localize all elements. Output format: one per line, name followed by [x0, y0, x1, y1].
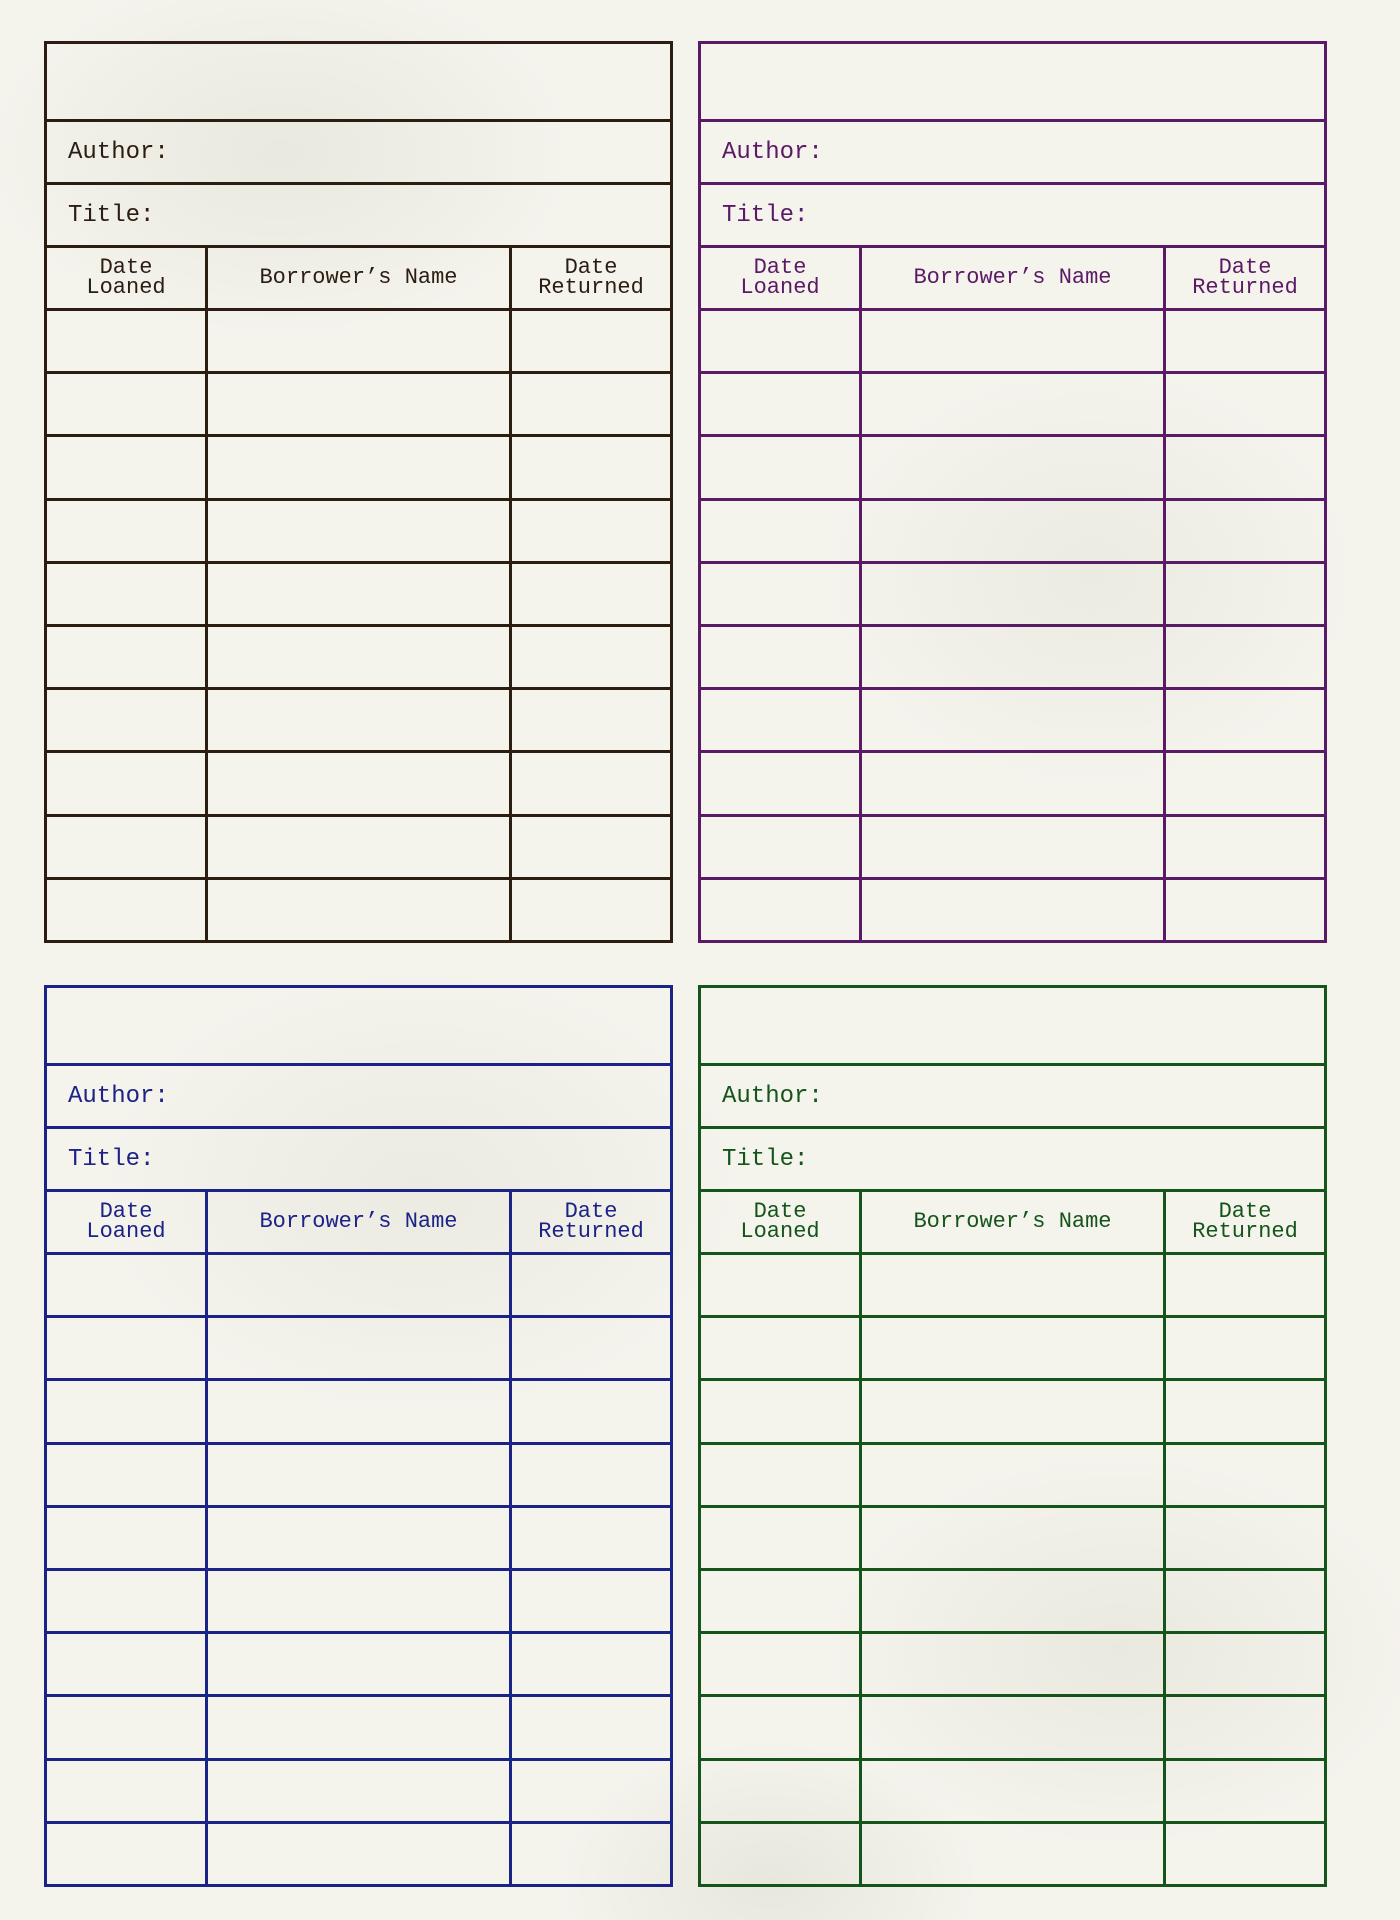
- loan-row: [701, 1508, 1324, 1571]
- loan-rows: [701, 1255, 1324, 1884]
- borrower-name-cell: [862, 1318, 1166, 1378]
- loan-row: [47, 501, 670, 564]
- loan-row: [701, 374, 1324, 437]
- date-returned-cell: [1166, 564, 1324, 624]
- date-loaned-cell: [47, 1697, 208, 1757]
- loan-row: [47, 374, 670, 437]
- loan-row: [701, 311, 1324, 374]
- date-returned-header: Date Returned: [1192, 1199, 1298, 1244]
- date-returned-cell: [1166, 1508, 1324, 1568]
- date-loaned-cell: [701, 627, 862, 687]
- date-loaned-cell: [47, 1508, 208, 1568]
- date-returned-cell: [512, 817, 670, 877]
- author-field: [47, 1066, 670, 1129]
- loan-row: [701, 501, 1324, 564]
- date-returned-cell: [1166, 501, 1324, 561]
- date-loaned-cell: [701, 1634, 862, 1694]
- title-field: [47, 185, 670, 248]
- date-returned-cell: [512, 1318, 670, 1378]
- borrower-name-cell: [208, 437, 512, 497]
- date-returned-cell: [1166, 1318, 1324, 1378]
- date-loaned-cell: [47, 311, 208, 371]
- date-loaned-cell: [701, 1697, 862, 1757]
- borrower-name-cell: [208, 627, 512, 687]
- loan-row: [47, 1318, 670, 1381]
- borrower-name-cell: [862, 564, 1166, 624]
- loan-row: [701, 880, 1324, 940]
- card-header-blank: [47, 988, 670, 1066]
- date-loaned-cell: [701, 501, 862, 561]
- loan-rows: [701, 311, 1324, 940]
- title-label: Title:: [722, 1145, 809, 1173]
- date-returned-header: Date Returned: [538, 255, 644, 300]
- author-field: [47, 122, 670, 185]
- borrower-name-cell: [862, 1255, 1166, 1315]
- date-loaned-header: Date Loaned: [47, 248, 208, 308]
- date-returned-cell: [512, 374, 670, 434]
- date-loaned-cell: [47, 1255, 208, 1315]
- date-loaned-cell: [47, 1761, 208, 1821]
- date-loaned-cell: [47, 374, 208, 434]
- borrower-name-cell: [208, 817, 512, 877]
- loan-row: [701, 564, 1324, 627]
- date-loaned-cell: [47, 690, 208, 750]
- date-loaned-cell: [701, 1445, 862, 1505]
- author-field: [701, 122, 1324, 185]
- author-label: Author:: [68, 138, 169, 166]
- library-card-green: [698, 985, 1327, 1887]
- date-loaned-cell: [47, 1445, 208, 1505]
- loan-row: [701, 817, 1324, 880]
- borrower-name-cell: [208, 1381, 512, 1441]
- loan-row: [701, 1697, 1324, 1760]
- borrower-name-header: Borrower’s Name: [208, 248, 512, 308]
- borrower-name-cell: [862, 501, 1166, 561]
- date-returned-cell: [512, 880, 670, 940]
- loan-row: [47, 564, 670, 627]
- loan-row: [701, 437, 1324, 500]
- date-loaned-cell: [47, 1634, 208, 1694]
- column-headers: [701, 248, 1324, 311]
- loan-row: [47, 627, 670, 690]
- library-card-purple: [698, 41, 1327, 943]
- date-loaned-cell: [47, 1571, 208, 1631]
- date-loaned-cell: [701, 1318, 862, 1378]
- loan-row: [47, 817, 670, 880]
- borrower-name-cell: [862, 690, 1166, 750]
- date-returned-cell: [1166, 311, 1324, 371]
- borrower-name-header: Borrower’s Name: [208, 1192, 512, 1252]
- date-returned-cell: [1166, 753, 1324, 813]
- loan-row: [701, 1761, 1324, 1824]
- borrower-name-cell: [208, 1508, 512, 1568]
- date-loaned-cell: [47, 564, 208, 624]
- title-field: [701, 1129, 1324, 1192]
- date-loaned-cell: [47, 817, 208, 877]
- date-loaned-header: Date Loaned: [701, 1192, 862, 1252]
- date-returned-cell: [1166, 374, 1324, 434]
- date-loaned-header: Date Loaned: [47, 1192, 208, 1252]
- borrower-name-cell: [862, 1761, 1166, 1821]
- borrower-name-cell: [208, 1824, 512, 1884]
- borrower-name-cell: [862, 437, 1166, 497]
- loan-row: [47, 1761, 670, 1824]
- date-loaned-cell: [701, 1381, 862, 1441]
- date-returned-cell: [512, 1255, 670, 1315]
- date-loaned-cell: [47, 437, 208, 497]
- borrower-name-cell: [208, 690, 512, 750]
- borrower-name-cell: [862, 374, 1166, 434]
- loan-row: [47, 880, 670, 940]
- borrower-name-header: Borrower’s Name: [862, 248, 1166, 308]
- borrower-name-cell: [208, 1255, 512, 1315]
- date-loaned-cell: [701, 1255, 862, 1315]
- borrower-name-cell: [862, 1697, 1166, 1757]
- borrower-name-cell: [208, 501, 512, 561]
- loan-row: [701, 1318, 1324, 1381]
- loan-row: [701, 1445, 1324, 1508]
- date-returned-cell: [1166, 627, 1324, 687]
- borrower-name-cell: [862, 1571, 1166, 1631]
- date-loaned-cell: [701, 1824, 862, 1884]
- loan-row: [47, 1508, 670, 1571]
- date-returned-cell: [1166, 1571, 1324, 1631]
- library-card-brown: [44, 41, 673, 943]
- date-returned-cell: [512, 1445, 670, 1505]
- borrower-name-cell: [208, 1445, 512, 1505]
- title-label: Title:: [68, 201, 155, 229]
- date-loaned-cell: [47, 501, 208, 561]
- loan-row: [701, 1381, 1324, 1444]
- card-header-blank: [701, 44, 1324, 122]
- date-loaned-cell: [47, 627, 208, 687]
- date-returned-cell: [1166, 1634, 1324, 1694]
- borrower-name-cell: [862, 817, 1166, 877]
- loan-row: [47, 1381, 670, 1444]
- author-label: Author:: [722, 138, 823, 166]
- date-returned-cell: [512, 311, 670, 371]
- date-loaned-cell: [47, 1824, 208, 1884]
- date-returned-cell: [1166, 1761, 1324, 1821]
- date-returned-cell: [512, 437, 670, 497]
- loan-rows: [47, 311, 670, 940]
- date-returned-cell: [1166, 817, 1324, 877]
- date-returned-cell: [1166, 880, 1324, 940]
- loan-row: [701, 1255, 1324, 1318]
- borrower-name-cell: [208, 753, 512, 813]
- loan-row: [701, 1824, 1324, 1884]
- date-returned-cell: [1166, 437, 1324, 497]
- borrower-name-cell: [862, 753, 1166, 813]
- date-loaned-cell: [47, 880, 208, 940]
- borrower-name-cell: [862, 1634, 1166, 1694]
- borrower-name-header: Borrower’s Name: [862, 1192, 1166, 1252]
- borrower-name-cell: [208, 880, 512, 940]
- date-loaned-cell: [701, 753, 862, 813]
- date-returned-cell: [512, 1824, 670, 1884]
- date-returned-cell: [512, 1508, 670, 1568]
- date-loaned-cell: [701, 311, 862, 371]
- loan-row: [47, 690, 670, 753]
- author-label: Author:: [68, 1082, 169, 1110]
- borrower-name-cell: [208, 1318, 512, 1378]
- loan-row: [47, 1571, 670, 1634]
- loan-row: [47, 1697, 670, 1760]
- date-returned-cell: [512, 1571, 670, 1631]
- date-loaned-cell: [47, 1381, 208, 1441]
- author-field: [701, 1066, 1324, 1129]
- date-loaned-header: Date Loaned: [701, 248, 862, 308]
- date-returned-cell: [512, 564, 670, 624]
- date-returned-cell: [512, 753, 670, 813]
- borrower-name-cell: [208, 311, 512, 371]
- author-label: Author:: [722, 1082, 823, 1110]
- borrower-name-cell: [208, 1634, 512, 1694]
- title-field: [701, 185, 1324, 248]
- loan-row: [47, 1445, 670, 1508]
- date-loaned-cell: [701, 437, 862, 497]
- column-headers: [47, 1192, 670, 1255]
- date-returned-cell: [512, 1381, 670, 1441]
- borrower-name-cell: [862, 1381, 1166, 1441]
- date-loaned-cell: [47, 1318, 208, 1378]
- loan-row: [47, 1634, 670, 1697]
- borrower-name-cell: [862, 1508, 1166, 1568]
- date-returned-cell: [512, 1761, 670, 1821]
- borrower-name-cell: [208, 1761, 512, 1821]
- borrower-name-cell: [862, 1824, 1166, 1884]
- borrower-name-cell: [208, 1571, 512, 1631]
- loan-row: [47, 437, 670, 500]
- loan-row: [701, 1571, 1324, 1634]
- loan-row: [47, 1255, 670, 1318]
- loan-row: [701, 690, 1324, 753]
- date-loaned-cell: [47, 753, 208, 813]
- date-returned-cell: [512, 627, 670, 687]
- column-headers: [47, 248, 670, 311]
- date-returned-cell: [512, 1634, 670, 1694]
- date-returned-cell: [1166, 1824, 1324, 1884]
- column-headers: [701, 1192, 1324, 1255]
- date-loaned-cell: [701, 1761, 862, 1821]
- date-loaned-cell: [701, 817, 862, 877]
- title-label: Title:: [722, 201, 809, 229]
- loan-rows: [47, 1255, 670, 1884]
- title-label: Title:: [68, 1145, 155, 1173]
- borrower-name-cell: [208, 1697, 512, 1757]
- date-loaned-cell: [701, 880, 862, 940]
- borrower-name-cell: [208, 564, 512, 624]
- date-loaned-cell: [701, 1571, 862, 1631]
- borrower-name-cell: [862, 880, 1166, 940]
- date-returned-header: Date Returned: [538, 1199, 644, 1244]
- loan-row: [701, 1634, 1324, 1697]
- loan-row: [701, 753, 1324, 816]
- date-loaned-cell: [701, 690, 862, 750]
- date-loaned-cell: [701, 564, 862, 624]
- loan-row: [701, 627, 1324, 690]
- date-returned-cell: [512, 501, 670, 561]
- date-returned-cell: [512, 1697, 670, 1757]
- date-loaned-cell: [701, 374, 862, 434]
- date-returned-cell: [1166, 1445, 1324, 1505]
- card-header-blank: [47, 44, 670, 122]
- date-returned-cell: [512, 690, 670, 750]
- date-loaned-cell: [701, 1508, 862, 1568]
- date-returned-header: Date Returned: [1192, 255, 1298, 300]
- loan-row: [47, 311, 670, 374]
- borrower-name-cell: [862, 311, 1166, 371]
- loan-row: [47, 753, 670, 816]
- date-returned-cell: [1166, 1255, 1324, 1315]
- card-header-blank: [701, 988, 1324, 1066]
- title-field: [47, 1129, 670, 1192]
- date-returned-cell: [1166, 690, 1324, 750]
- library-card-blue: [44, 985, 673, 1887]
- borrower-name-cell: [208, 374, 512, 434]
- loan-row: [47, 1824, 670, 1884]
- borrower-name-cell: [862, 1445, 1166, 1505]
- date-returned-cell: [1166, 1381, 1324, 1441]
- borrower-name-cell: [862, 627, 1166, 687]
- date-returned-cell: [1166, 1697, 1324, 1757]
